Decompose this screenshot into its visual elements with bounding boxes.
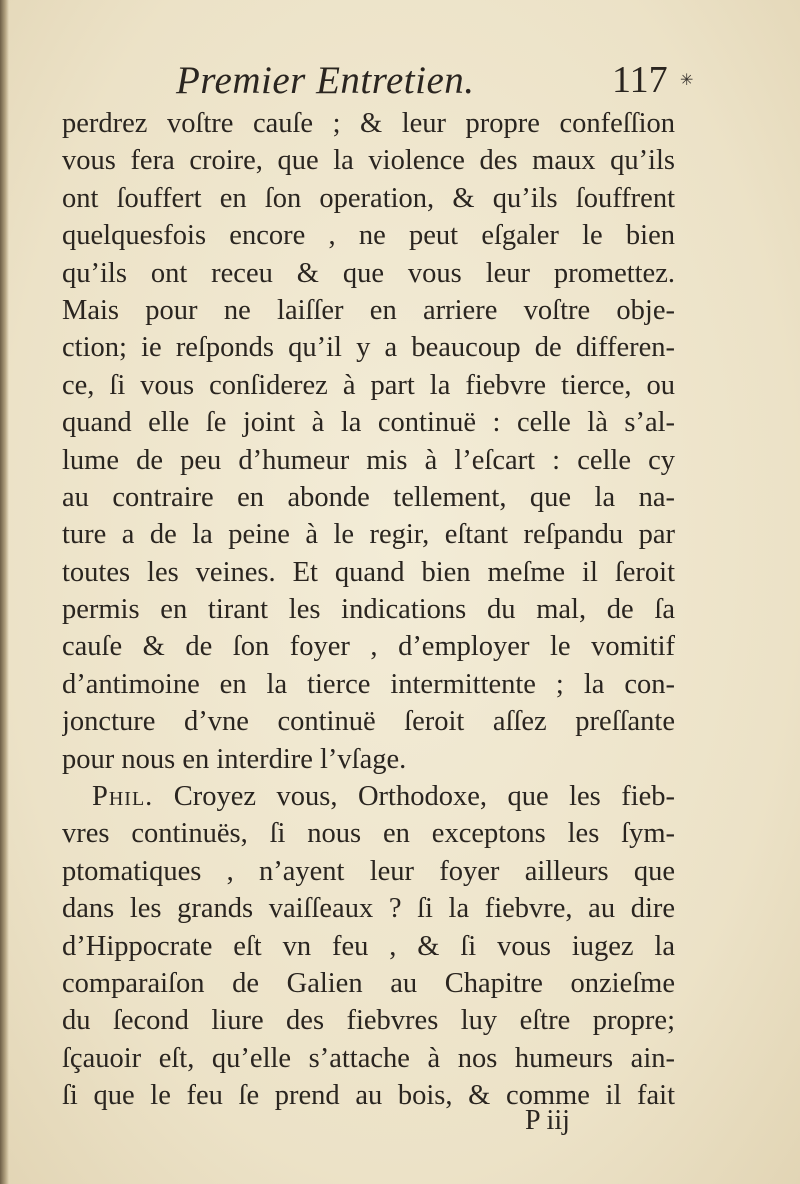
text-line: vres continuës, ſi nous en exceptons les ſym- (62, 818, 675, 850)
text-line: ont ſouffert en ſon operation, & qu’ils ſouffrent (62, 182, 675, 214)
signature-mark: P iij (525, 1105, 570, 1136)
text-line: ptomatiques , n’ayent leur foyer ailleurs que (62, 855, 675, 887)
text-line: toutes les veines. Et quand bien meſme il ſeroit (62, 556, 675, 588)
running-title: Premier Entretien. (176, 59, 475, 102)
body-text (62, 105, 675, 1115)
text-line: Mais pour ne laiſſer en arriere voſtre obje- (62, 294, 675, 326)
text-line: permis en tirant les indications du mal, de ſa (62, 594, 675, 626)
speaker-name: Phil. (92, 781, 154, 813)
page-header (60, 58, 720, 108)
text-line: vous fera croire, que la violence des maux qu’ils (62, 145, 675, 177)
text-line: cauſe & de ſon foyer , d’employer le vomitif (62, 631, 675, 663)
text-line: quand elle ſe joint à la continuë : celle là s’al- (62, 407, 675, 439)
text-line: dans les grands vaiſſeaux ? ſi la fiebvre, au dire (62, 893, 675, 925)
text-line (62, 778, 675, 815)
text-line: pour nous en interdire l’vſage. (62, 743, 407, 775)
ornament-icon: ✳ (680, 72, 694, 89)
text-line-rest: Croyez vous, Orthodoxe, que les fieb- (173, 781, 675, 813)
text-line: quelquesfois encore , ne peut eſgaler le bien (62, 220, 675, 252)
binding-shadow (0, 0, 9, 1184)
text-line: comparaiſon de Galien au Chapitre onzieſme (62, 967, 675, 999)
text-line: au contraire en abonde tellement, que la na- (62, 481, 675, 513)
paragraph-2 (62, 778, 675, 1115)
text-line: qu’ils ont receu & que vous leur promettez. (62, 257, 675, 289)
text-line: joncture d’vne continuë ſeroit aſſez preſſante (62, 706, 675, 738)
text-line: ſi que le feu ſe prend au bois, & comme il fait (62, 1080, 675, 1112)
text-line: ction; ie reſponds qu’il y a beaucoup de differen- (62, 332, 675, 364)
text-line: ce, ſi vous conſiderez à part la fiebvre tierce, ou (62, 369, 675, 401)
text-line: lume de peu d’humeur mis à l’eſcart : celle cy (62, 444, 675, 476)
text-line: perdrez voſtre cauſe ; & leur propre confeſſion (62, 108, 675, 139)
text-line: ſçauoir eſt, qu’elle s’attache à nos humeurs ain- (62, 1042, 675, 1074)
text-line: d’Hippocrate eſt vn feu , & ſi vous iugez la (62, 930, 675, 962)
page-number: 117 (612, 59, 668, 101)
text-line: ture a de la peine à le regir, eſtant reſpandu par (62, 519, 675, 551)
text-line: d’antimoine en la tierce intermittente ; la con- (62, 668, 675, 700)
text-line: du ſecond liure des fiebvres luy eſtre propre; (62, 1005, 675, 1037)
paragraph-1 (62, 105, 675, 778)
